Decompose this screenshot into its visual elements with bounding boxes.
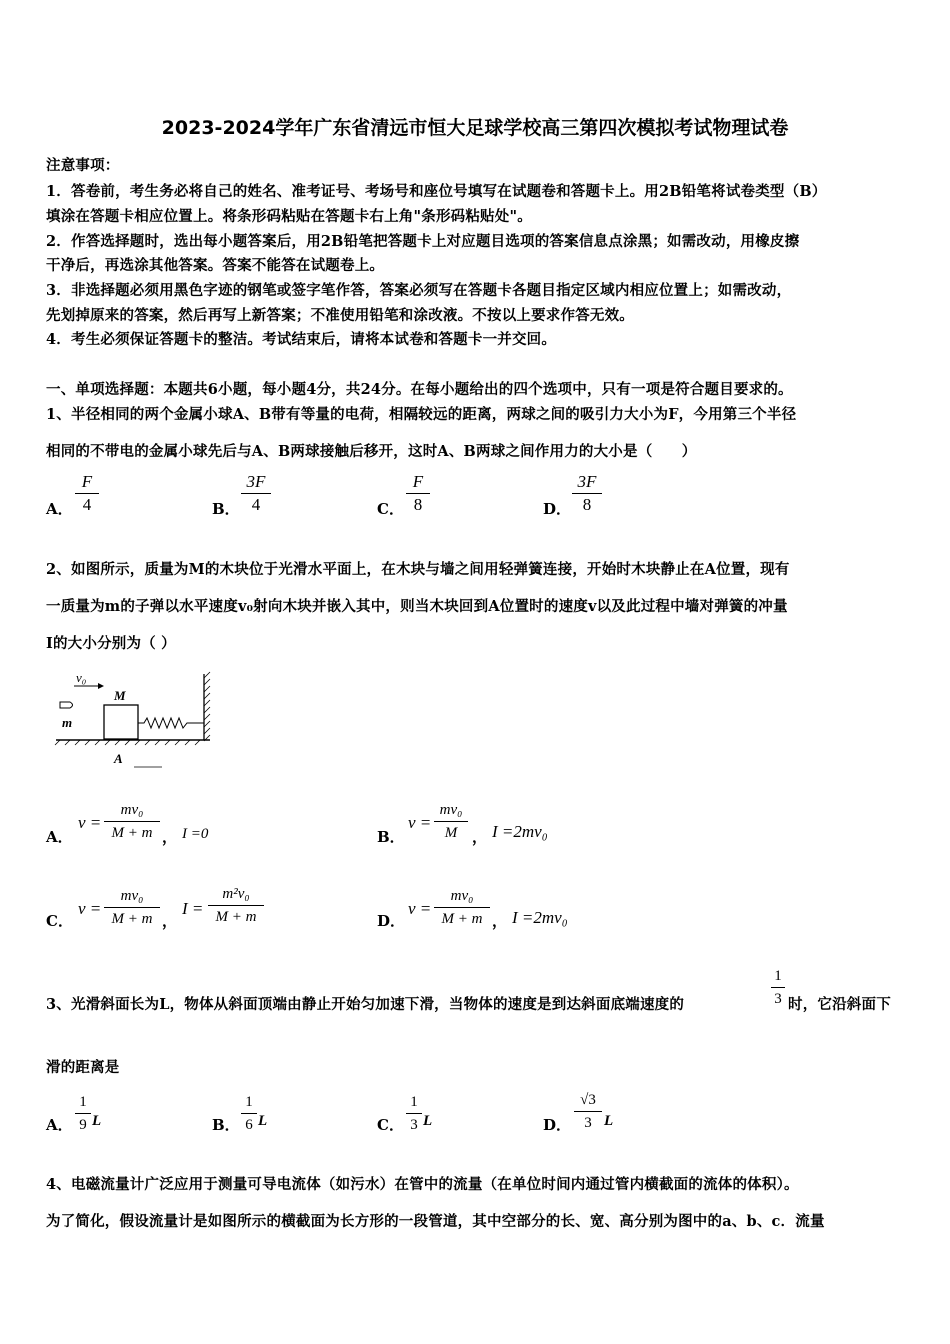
q2-option-c-v-fraction — [104, 886, 160, 929]
spring — [138, 718, 204, 728]
q3-option-a-unit: L — [92, 1113, 102, 1129]
q3-option-b-unit: L — [258, 1113, 268, 1129]
q1-option-a-fraction — [75, 472, 99, 515]
fraction-numerator: mv₀ — [450, 888, 474, 904]
fraction-denominator: 8 — [582, 495, 592, 514]
notice-line: 3．非选择题必须用黑色字迹的钢笔或签字笔作答，答案必须写在答题卡各题目指定区域内相应位置上；如需改动， — [46, 282, 792, 299]
fraction-denominator: 8 — [413, 495, 423, 514]
q3-option-d-label: D． — [543, 1116, 572, 1134]
q2-option-a-separator: ， — [162, 828, 178, 846]
velocity-label: v₀ — [76, 670, 87, 685]
q2-option-d-v-lhs: v = — [408, 899, 432, 918]
question-3-text: 滑的距离是 — [46, 1059, 120, 1076]
bullet-mass-label: m — [62, 715, 73, 730]
question-2-text: I的大小分别为（ ） — [46, 635, 176, 652]
fraction-numerator: 1 — [79, 1094, 87, 1110]
position-a-label: A — [114, 751, 123, 766]
q1-option-a-label: A． — [46, 500, 73, 518]
q2-option-a-v-lhs: v = — [78, 813, 102, 832]
question-2-text: 2、如图所示，质量为M的木块位于光滑水平面上，在木块与墙之间用轻弹簧连接，开始时木块静止在A位置，现有 — [46, 561, 790, 578]
fraction-denominator: 3 — [584, 1115, 592, 1131]
notice-heading: 注意事项： — [46, 157, 120, 174]
fraction-numerator: 1 — [245, 1094, 253, 1110]
arrow-head-icon — [98, 683, 104, 689]
q2-option-b-v-fraction — [434, 800, 468, 843]
fraction-numerator: √3 — [580, 1092, 596, 1108]
q2-option-b-separator: ， — [472, 828, 488, 846]
fraction-numerator: mv₀ — [120, 802, 144, 818]
q2-option-a-impulse: I =0 — [182, 826, 209, 842]
q2-option-d-v-fraction — [434, 886, 490, 929]
q2-option-c-v-lhs: v = — [78, 899, 102, 918]
q2-option-c-label: C． — [46, 912, 73, 930]
q3-option-d-fraction — [574, 1090, 602, 1133]
q3-option-b-label: B． — [212, 1116, 240, 1134]
fraction-numerator: m²v₀ — [222, 886, 250, 902]
q2-option-b-v-lhs: v = — [408, 813, 432, 832]
page-title: 2023-2024学年广东省清远市恒大足球学校高三第四次模拟考试物理试卷 — [161, 117, 789, 139]
fraction-denominator: M + m — [441, 911, 483, 927]
q1-option-c-label: C． — [377, 500, 404, 518]
q2-option-c-i-lhs: I = — [182, 899, 204, 918]
fraction-numerator: 3F — [577, 472, 597, 491]
q1-option-b-label: B． — [212, 500, 240, 518]
block-mass-label: M — [114, 688, 126, 703]
q2-option-a-label: A． — [46, 828, 73, 846]
fraction-denominator: 3 — [410, 1117, 418, 1133]
wall-hatching — [204, 672, 210, 741]
q3-option-a-label: A． — [46, 1116, 73, 1134]
notice-line: 干净后，再选涂其他答案。答案不能答在试题卷上。 — [46, 257, 385, 274]
wooden-block — [104, 705, 138, 739]
question-1-text: 1、半径相同的两个金属小球A、B带有等量的电荷，相隔较远的距离，两球之间的吸引力大小为F，今用第三个半径 — [46, 406, 797, 423]
q2-spring-block-diagram — [52, 668, 227, 773]
notice-line: 1．答卷前，考生务必将自己的姓名、准考证号、考场号和座位号填写在试题卷和答题卡上。用2B铅笔将试卷类型（B） — [46, 183, 827, 200]
q2-option-a-v-fraction — [104, 800, 160, 843]
q2-option-c-separator: ， — [162, 912, 178, 930]
fraction-numerator: 1 — [410, 1094, 418, 1110]
fraction-denominator: 6 — [245, 1117, 253, 1133]
fraction-denominator: 9 — [79, 1117, 87, 1133]
q1-option-d-label: D． — [543, 500, 572, 518]
notice-line: 填涂在答题卡相应位置上。将条形码粘贴在答题卡右上角"条形码粘贴处"。 — [46, 208, 532, 225]
q1-option-b-fraction — [241, 472, 271, 515]
q2-option-d-separator: ， — [492, 912, 508, 930]
fraction-numerator: F — [412, 472, 424, 491]
notice-line: 先划掉原来的答案，然后再写上新答案；不准使用铅笔和涂改液。不按以上要求作答无效。 — [46, 307, 634, 324]
fraction-denominator: 4 — [82, 495, 92, 514]
q3-inline-fraction — [771, 966, 785, 1009]
bullet-icon — [60, 702, 73, 708]
q2-option-b-impulse: I =2mv₀ — [492, 822, 548, 841]
fraction-denominator: M — [444, 825, 458, 841]
fraction-numerator: 1 — [774, 968, 782, 984]
q1-option-c-fraction — [406, 472, 430, 515]
notice-line: 4．考生必须保证答题卡的整洁。考试结束后，请将本试卷和答题卡一并交回。 — [46, 331, 557, 348]
q3-option-c-label: C． — [377, 1116, 404, 1134]
question-3-text: 3、光滑斜面长为L，物体从斜面顶端由静止开始匀加速下滑，当物体的速度是到达斜面底端速度的 — [46, 996, 685, 1013]
fraction-denominator: 4 — [251, 495, 261, 514]
fraction-denominator: M + m — [111, 825, 153, 841]
q2-option-d-impulse: I =2mv₀ — [512, 908, 568, 927]
q3-option-c-fraction — [406, 1092, 422, 1135]
fraction-numerator: mv₀ — [439, 802, 463, 818]
section-heading: 一、单项选择题：本题共6小题，每小题4分，共24分。在每小题给出的四个选项中，只有一项是符合题目要求的。 — [46, 381, 793, 398]
fraction-numerator: 3F — [246, 472, 266, 491]
question-1-text: 相同的不带电的金属小球先后与A、B两球接触后移开，这时A、B两球之间作用力的大小是（ ） — [46, 443, 697, 460]
q2-option-d-label: D． — [377, 912, 406, 930]
q3-option-c-unit: L — [423, 1113, 433, 1129]
fraction-denominator: M + m — [215, 909, 257, 925]
fraction-numerator: mv₀ — [120, 888, 144, 904]
q1-option-d-fraction — [572, 472, 602, 515]
fraction-numerator: F — [81, 472, 93, 491]
q3-option-b-fraction — [241, 1092, 257, 1135]
fraction-denominator: 3 — [774, 991, 782, 1007]
q3-option-d-unit: L — [604, 1113, 614, 1129]
q2-option-c-i-fraction — [208, 884, 264, 927]
question-4-text: 4、电磁流量计广泛应用于测量可导电流体（如污水）在管中的流量（在单位时间内通过管内横截面的流体的体积）。 — [46, 1176, 799, 1193]
fraction-denominator: M + m — [111, 911, 153, 927]
q3-option-a-fraction — [75, 1092, 91, 1135]
question-3-text: 时，它沿斜面下 — [788, 996, 891, 1013]
question-4-text: 为了简化，假设流量计是如图所示的横截面为长方形的一段管道，其中空部分的长、宽、高分别为图中的a、b、c．流量 — [46, 1213, 825, 1230]
q2-option-b-label: B． — [377, 828, 405, 846]
question-2-text: 一质量为m的子弹以水平速度v₀射向木块并嵌入其中，则当木块回到A位置时的速度v以及此过程中墙对弹簧的冲量 — [46, 598, 788, 615]
notice-line: 2．作答选择题时，选出每小题答案后，用2B铅笔把答题卡上对应题目选项的答案信息点涂黑；如需改动，用橡皮擦 — [46, 233, 800, 250]
